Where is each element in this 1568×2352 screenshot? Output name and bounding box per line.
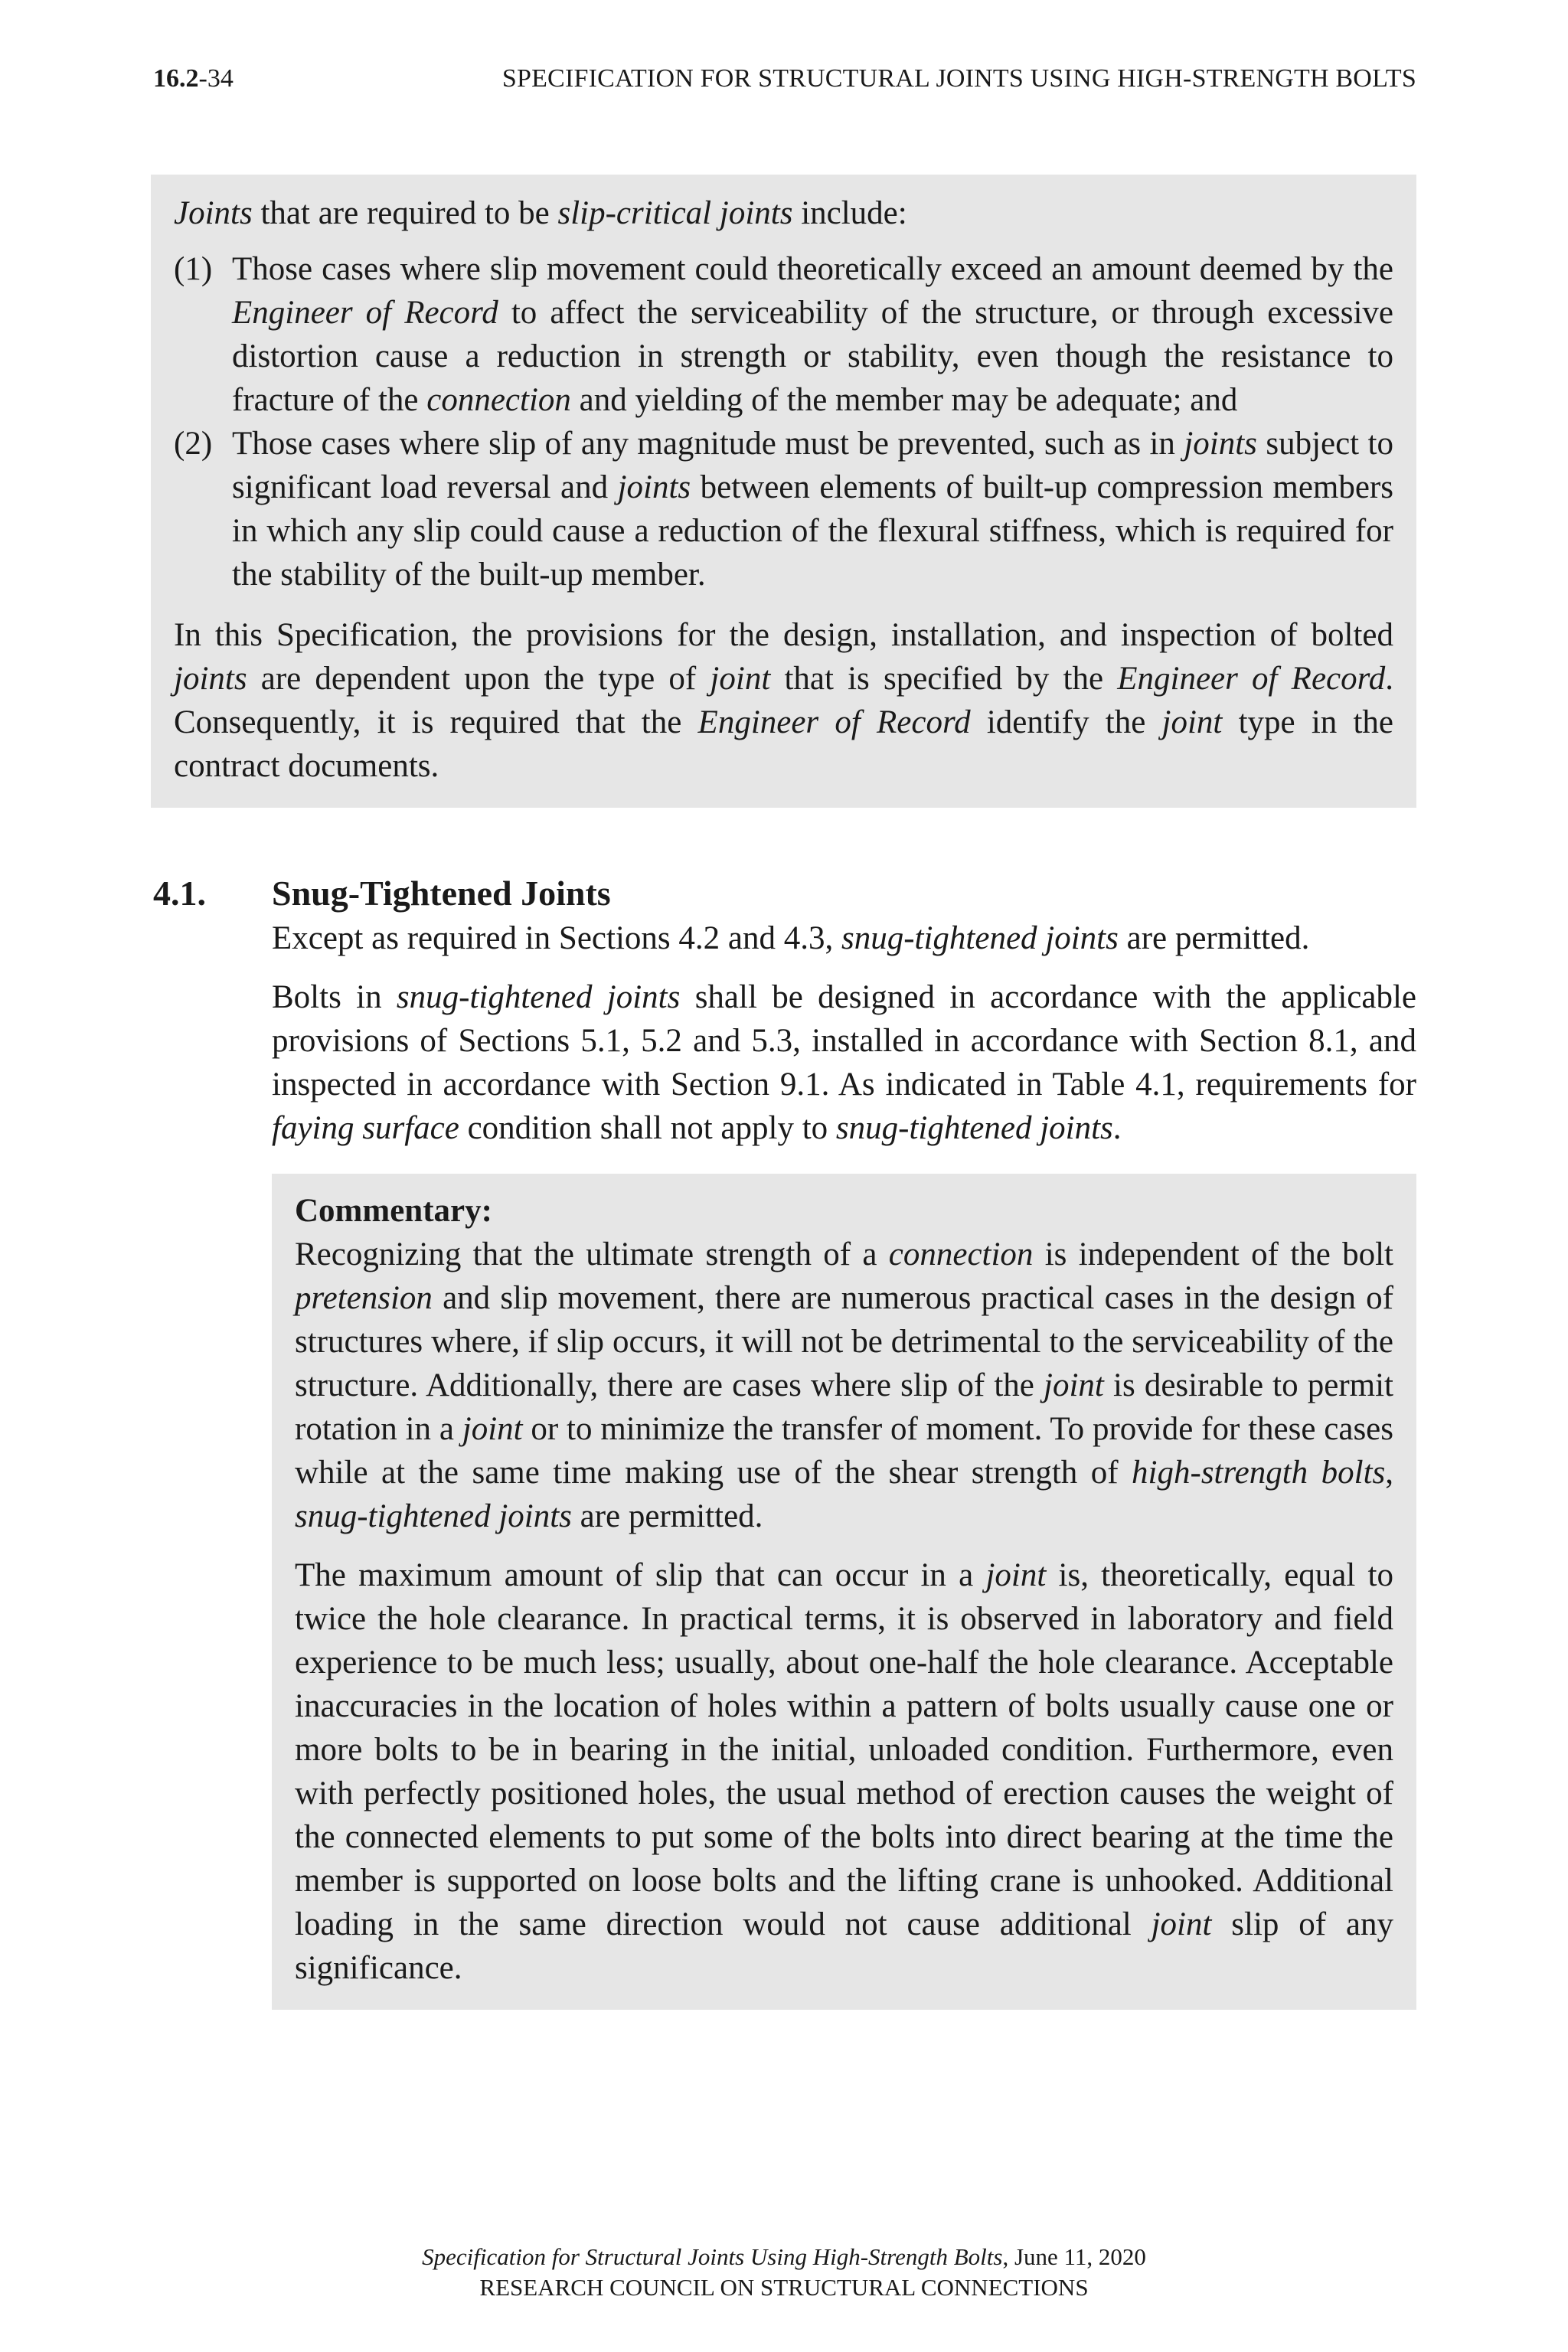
- section-number: 4.1.: [153, 874, 206, 913]
- running-header: [153, 60, 1416, 98]
- running-title: SPECIFICATION FOR STRUCTURAL JOINTS USING HIGH-STRENGTH BOLTS: [501, 64, 1416, 93]
- footer-publisher: RESEARCH COUNCIL ON STRUCTURAL CONNECTIONS: [479, 2274, 1089, 2301]
- page-number: 16.2-34: [153, 64, 234, 93]
- section-title: Snug-Tightened Joints: [272, 874, 611, 913]
- page-footer: [0, 2242, 1568, 2303]
- slip-critical-list: [174, 247, 1393, 596]
- list-item: (2) Those cases where slip of any magnitude must be prevented, such as in joints subject to significant load reversal and joints between elements of built-up compression members in which any slip could cause a reduction of the flexural stiffness, which is required for the stability of the built-up member.: [174, 426, 1393, 593]
- section-body: [272, 916, 1416, 1165]
- section-paragraph: Bolts in snug-tightened joints shall be designed in accordance with the applicable provisions of Sections 5.1, 5.2 and 5.3, installed in accordance with Section 8.1, and inspected in accordance with Section 9.1. As indicated in Table 4.1, requirements for faying surface condition shall not apply to snug-tightened joints.: [272, 979, 1417, 1146]
- commentary-heading: Commentary:: [295, 1193, 492, 1229]
- commentary-paragraph: Recognizing that the ultimate strength of a connection is independent of the bolt pretension and slip movement, there are numerous practical cases in the design of structures where, if slip occurs, it will not be detrimental to the serviceability of the structure. Additionally, there are cases where slip of the joint is desirable to permit rotation in a joint or to minimize the transfer of moment. To provide for these cases while at the same time making use of the shear strength of high-strength bolts, snug-tightened joints are permitted.: [295, 1236, 1394, 1534]
- commentary-paragraph: The maximum amount of slip that can occur in a joint is, theoretically, equal to twice the hole clearance. In practical terms, it is observed in laboratory and field experience to be much less; usually, about one-half the hole clearance. Acceptable inaccuracies in the location of holes within a pattern of bolts usually cause one or more bolts to be in bearing in the initial, unloaded condition. Furthermore, even with perfectly positioned holes, the usual method of erection causes the weight of the connected elements to put some of the bolts into direct bearing at the time the member is supported on loose bolts and the lifting crane is unhooked. Additional loading in the same direction would not cause additional joint slip of any significance.: [295, 1557, 1393, 1986]
- list-item: (1) Those cases where slip movement could theoretically exceed an amount deemed by the Engineer of Record to affect the serviceability of the structure, or through excessive distortion cause a reduction in strength or stability, even though the resistance to fracture of the connection and yielding of the member may be adequate; and: [174, 251, 1393, 418]
- intro-paragraph: Joints that are required to be slip-critical joints include:: [174, 195, 907, 231]
- section-paragraph: Except as required in Sections 4.2 and 4.3, snug-tightened joints are permitted.: [272, 920, 1310, 956]
- specification-box: [151, 175, 1416, 808]
- footer-citation: Specification for Structural Joints Using High-Strength Bolts, June 11, 2020: [422, 2243, 1146, 2270]
- commentary-box: [272, 1174, 1416, 2010]
- closing-paragraph: In this Specification, the provisions for the design, installation, and inspection of bolted joints are dependent upon the type of joint that is specified by the Engineer of Record. Consequently, it is required that the Engineer of Record identify the joint type in the contract documents.: [174, 617, 1394, 784]
